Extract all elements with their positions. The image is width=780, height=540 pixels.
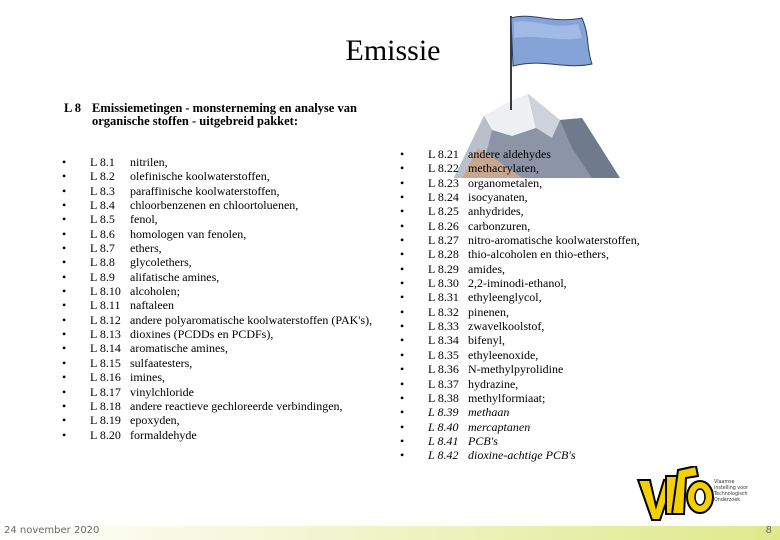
bullet: •	[62, 169, 67, 184]
item-code: L 8.7	[90, 241, 115, 256]
item-text: methylformiaat;	[468, 390, 546, 405]
item-code: L 8.35	[428, 347, 459, 362]
vito-logo-mark	[636, 466, 716, 522]
list-item	[62, 184, 372, 198]
item-code: L 8.8	[90, 255, 115, 270]
list-item	[400, 405, 640, 419]
list-item	[62, 298, 372, 312]
vito-logo-text	[714, 480, 748, 504]
item-code: L 8.42	[428, 448, 459, 463]
list-item	[400, 247, 640, 261]
list-item	[400, 204, 640, 218]
list-item	[400, 305, 640, 319]
footer-bar	[0, 526, 780, 540]
item-code: L 8.26	[428, 218, 459, 233]
bullet: •	[400, 448, 405, 463]
list-item	[400, 233, 640, 247]
vito-logo-text-line: Onderzoek	[714, 498, 740, 503]
analysis-list-left	[62, 155, 372, 442]
list-item	[62, 370, 372, 384]
item-code: L 8.34	[428, 333, 459, 348]
item-text: nitro-aromatische koolwaterstoffen,	[468, 233, 640, 248]
bullet: •	[62, 269, 67, 284]
slide-title: Emissie	[345, 34, 441, 67]
item-text: pinenen,	[468, 304, 509, 319]
bullet: •	[62, 183, 67, 198]
bullet: •	[400, 290, 405, 305]
item-code: L 8.11	[90, 298, 121, 313]
list-item	[62, 270, 372, 284]
item-code: L 8.40	[428, 419, 459, 434]
item-code: L 8.31	[428, 290, 459, 305]
item-text: fenol,	[130, 212, 158, 227]
bullet: •	[62, 384, 67, 399]
section-heading-line2: organische stoffen - uitgebreid pakket:	[92, 114, 299, 128]
footer-date: 24 november 2020	[4, 525, 100, 536]
item-code: L 8.9	[90, 269, 115, 284]
section-heading-line1: Emissiemetingen - monsterneming en analyse van	[92, 101, 357, 115]
list-item	[62, 341, 372, 355]
list-item	[400, 176, 640, 190]
list-item	[400, 290, 640, 304]
item-code: L 8.18	[90, 398, 121, 413]
item-code: L 8.38	[428, 390, 459, 405]
bullet: •	[62, 155, 67, 169]
item-text: chloorbenzenen en chloortoluenen,	[130, 198, 299, 213]
bullet: •	[400, 218, 405, 233]
item-text: isocyanaten,	[468, 190, 528, 205]
item-text: epoxyden,	[130, 413, 180, 428]
item-text: 2,2-iminodi-ethanol,	[468, 276, 567, 291]
item-text: homologen van fenolen,	[130, 226, 247, 241]
list-item	[400, 319, 640, 333]
item-code: L 8.6	[90, 226, 115, 241]
bullet: •	[400, 190, 405, 205]
bullet: •	[400, 147, 405, 161]
item-code: L 8.39	[428, 405, 459, 420]
bullet: •	[400, 319, 405, 334]
item-code: L 8.24	[428, 190, 459, 205]
item-code: L 8.37	[428, 376, 459, 391]
bullet: •	[62, 427, 67, 442]
list-item	[62, 227, 372, 241]
item-text: andere aldehydes	[468, 147, 551, 161]
list-item	[62, 413, 372, 427]
list-item	[400, 391, 640, 405]
list-item	[62, 327, 372, 341]
list-item	[400, 219, 640, 233]
item-code: L 8.30	[428, 276, 459, 291]
bullet: •	[62, 298, 67, 313]
item-text: methaan	[468, 405, 510, 420]
item-text: carbonzuren,	[468, 218, 531, 233]
item-text: bifenyl,	[468, 333, 505, 348]
list-item	[62, 255, 372, 269]
list-item	[62, 428, 372, 442]
vito-logo-text-line: Technologisch	[714, 492, 748, 497]
bullet: •	[400, 161, 405, 176]
bullet: •	[400, 204, 405, 219]
item-text: alifatische amines,	[130, 269, 220, 284]
item-text: ethers,	[130, 241, 162, 256]
item-code: L 8.27	[428, 233, 459, 248]
item-text: zwavelkoolstof,	[468, 319, 545, 334]
item-code: L 8.25	[428, 204, 459, 219]
bullet: •	[400, 347, 405, 362]
item-code: L 8.2	[90, 169, 115, 184]
section-heading	[64, 102, 357, 128]
item-code: L 8.36	[428, 362, 459, 377]
item-text: N-methylpyrolidine	[468, 362, 564, 377]
list-item	[62, 169, 372, 183]
item-text: nitrilen,	[130, 155, 168, 169]
item-text: dioxines (PCDDs en PCDFs),	[130, 327, 274, 342]
item-code: L 8.28	[428, 247, 459, 262]
item-code: L 8.17	[90, 384, 121, 399]
list-item	[62, 385, 372, 399]
item-code: L 8.5	[90, 212, 115, 227]
list-item	[400, 276, 640, 290]
item-code: L 8.16	[90, 370, 121, 385]
bullet: •	[62, 198, 67, 213]
item-text: aromatische amines,	[130, 341, 228, 356]
item-text: glycolethers,	[130, 255, 192, 270]
vito-logo	[636, 466, 756, 522]
item-text: mercaptanen	[468, 419, 531, 434]
bullet: •	[62, 355, 67, 370]
bullet: •	[62, 284, 67, 299]
list-item	[62, 198, 372, 212]
item-code: L 8.23	[428, 175, 459, 190]
list-item	[62, 356, 372, 370]
bullet: •	[400, 419, 405, 434]
item-text: andere reactieve gechloreerde verbindingen,	[130, 398, 343, 413]
item-code: L 8.12	[90, 312, 121, 327]
item-code: L 8.33	[428, 319, 459, 334]
item-code: L 8.41	[428, 433, 459, 448]
item-text: anhydrides,	[468, 204, 524, 219]
item-text: sulfaatesters,	[130, 355, 193, 370]
list-item	[62, 284, 372, 298]
item-code: L 8.14	[90, 341, 121, 356]
item-code: L 8.4	[90, 198, 115, 213]
item-code: L 8.3	[90, 183, 115, 198]
list-item	[62, 241, 372, 255]
item-text: ethyleenoxide,	[468, 347, 539, 362]
item-text: olefinische koolwaterstoffen,	[130, 169, 270, 184]
bullet: •	[400, 390, 405, 405]
bullet: •	[400, 247, 405, 262]
item-text: thio-alcoholen en thio-ethers,	[468, 247, 609, 262]
bullet: •	[400, 175, 405, 190]
bullet: •	[62, 327, 67, 342]
list-item	[400, 362, 640, 376]
item-code: L 8.29	[428, 261, 459, 276]
item-code: L 8.19	[90, 413, 121, 428]
item-code: L 8.32	[428, 304, 459, 319]
item-text: andere polyaromatische koolwaterstoffen (PAK's),	[130, 312, 373, 327]
item-text: alcoholen;	[130, 284, 180, 299]
item-text: vinylchloride	[130, 384, 194, 399]
list-item	[62, 313, 372, 327]
bullet: •	[62, 341, 67, 356]
item-text: imines,	[130, 370, 165, 385]
item-text: organometalen,	[468, 175, 543, 190]
bullet: •	[400, 233, 405, 248]
item-text: amides,	[468, 261, 505, 276]
list-item	[400, 147, 640, 161]
list-item	[62, 212, 372, 226]
bullet: •	[62, 413, 67, 428]
bullet: •	[62, 226, 67, 241]
list-item	[400, 420, 640, 434]
list-item	[400, 377, 640, 391]
vito-logo-text-line: instelling voor	[714, 486, 748, 491]
bullet: •	[400, 376, 405, 391]
page-number: 8	[765, 525, 772, 536]
bullet: •	[400, 261, 405, 276]
item-code: L 8.1	[90, 155, 115, 169]
section-code: L 8	[64, 101, 82, 115]
list-item	[400, 434, 640, 448]
vito-logo-text-line: Vlaamse	[714, 480, 735, 485]
item-code: L 8.15	[90, 355, 121, 370]
list-item	[400, 161, 640, 175]
item-code: L 8.13	[90, 327, 121, 342]
list-item	[400, 448, 640, 462]
bullet: •	[400, 433, 405, 448]
list-item	[400, 262, 640, 276]
item-text: paraffinische koolwaterstoffen,	[130, 183, 280, 198]
bullet: •	[62, 398, 67, 413]
bullet: •	[62, 241, 67, 256]
item-text: PCB's	[468, 433, 498, 448]
bullet: •	[62, 212, 67, 227]
bullet: •	[62, 255, 67, 270]
analysis-list-right	[400, 147, 640, 463]
list-item	[62, 155, 372, 169]
list-item	[400, 348, 640, 362]
bullet: •	[400, 276, 405, 291]
list-item	[62, 399, 372, 413]
bullet: •	[400, 333, 405, 348]
bullet: •	[62, 312, 67, 327]
item-text: methacrylaten,	[468, 161, 539, 176]
bullet: •	[400, 304, 405, 319]
item-code: L 8.22	[428, 161, 459, 176]
item-code: L 8.21	[428, 147, 459, 161]
item-text: hydrazine,	[468, 376, 519, 391]
list-item	[400, 333, 640, 347]
item-text: formaldehyde	[130, 427, 197, 442]
item-text: ethyleenglycol,	[468, 290, 542, 305]
bullet: •	[62, 370, 67, 385]
item-code: L 8.10	[90, 284, 121, 299]
item-code: L 8.20	[90, 427, 121, 442]
item-text: dioxine-achtige PCB's	[468, 448, 576, 463]
list-item	[400, 190, 640, 204]
bullet: •	[400, 362, 405, 377]
item-text: naftaleen	[130, 298, 174, 313]
bullet: •	[400, 405, 405, 420]
